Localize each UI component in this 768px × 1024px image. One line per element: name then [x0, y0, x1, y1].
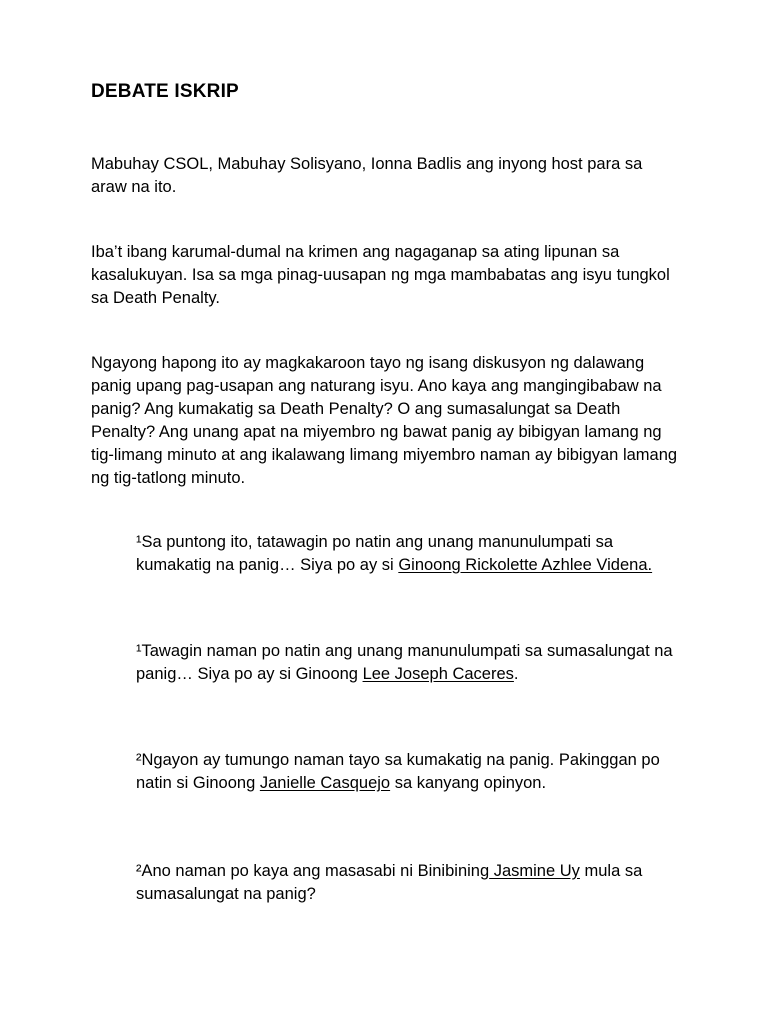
- speaker-name: Jasmine Uy: [489, 862, 580, 880]
- context-paragraph: Iba’t ibang karumal-dumal na krimen ang nagaganap sa ating lipunan sa kasalukuyan. Isa sa mga pinag-uusapan ng mga mambabatas ang isyu tungkol sa Death Penalty.: [91, 243, 670, 307]
- speaker-call-text: ¹Sa puntong ito, tatawagin po natin ang unang manunulumpati sa kumakatig na panig… Siya po ay si: [136, 533, 614, 574]
- speaker-name: Lee Joseph Caceres: [362, 665, 514, 683]
- speaker-call-text: ¹Tawagin naman po natin ang unang manunulumpati sa sumasalungat na panig… Siya po ay si Ginoong: [136, 642, 673, 683]
- speaker-call-text: ²Ngayon ay tumungo naman tayo sa kumakatig na panig. Pakinggan po natin si Ginoong: [136, 751, 660, 792]
- speaker-call-3: [136, 749, 676, 795]
- speaker-call-1: [136, 531, 676, 577]
- speaker-call-text-end: mula sa sumasalungat na panig?: [136, 862, 643, 903]
- speaker-name: Ginoong Rickolette Azhlee Videna.: [398, 556, 653, 574]
- document-title: DEBATE ISKRIP: [91, 81, 239, 102]
- rules-paragraph: Ngayong hapong ito ay magkakaroon tayo ng isang diskusyon ng dalawang panig upang pag-usapan ang naturang isyu. Ano kaya ang mangingibabaw na panig? Ang kumakatig sa Death Penalty? O ang sumasalungat sa Death Penalty? Ang unang apat na miyembro ng bawat panig ay bibigyan lamang ng tig-limang minuto at ang ikalawang limang miyembro naman ay bibigyan lamang ng tig-tatlong minuto.: [91, 354, 678, 487]
- speaker-call-text-end: .: [513, 665, 519, 683]
- speaker-call-text-end: sa kanyang opinyon.: [390, 774, 547, 792]
- speaker-call-text: ²Ano naman po kaya ang masasabi ni Binibining: [136, 862, 490, 880]
- speaker-call-4: [136, 860, 676, 906]
- speaker-call-2: [136, 640, 676, 686]
- intro-paragraph: Mabuhay CSOL, Mabuhay Solisyano, Ionna Badlis ang inyong host para sa araw na ito.: [91, 155, 643, 196]
- speaker-name: Janielle Casquejo: [259, 774, 391, 792]
